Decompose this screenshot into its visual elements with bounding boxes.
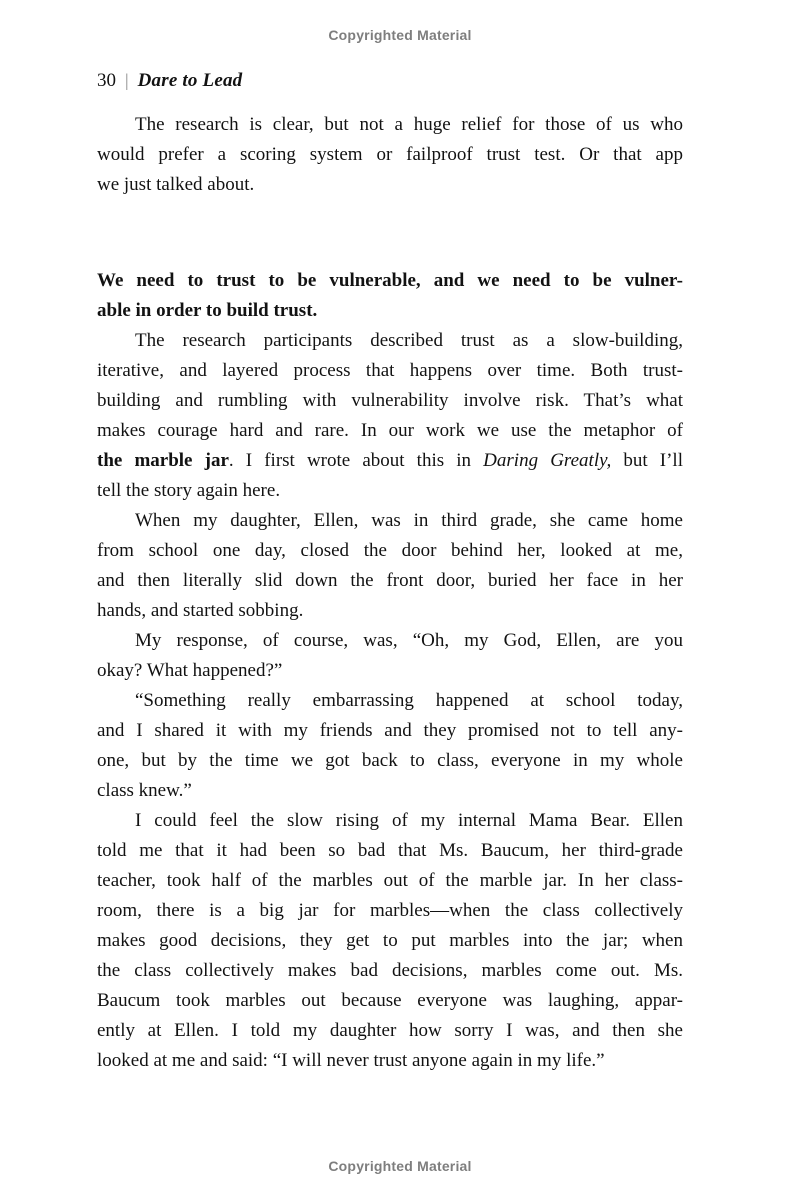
text-line bbox=[97, 686, 683, 716]
text-line bbox=[97, 386, 683, 416]
text-line bbox=[97, 296, 683, 326]
paragraph-mama-bear bbox=[97, 806, 683, 1076]
paragraph-something-embarrassing bbox=[97, 686, 683, 806]
text-line bbox=[97, 896, 683, 926]
body-text: the class collectively makes bad decisions, marbles come out. Ms. bbox=[97, 960, 683, 981]
body-text: building and rumbling with vulnerability involve risk. That’s what bbox=[97, 390, 683, 411]
body-text: and I shared it with my friends and they promised not to tell any- bbox=[97, 720, 683, 741]
text-line bbox=[97, 446, 683, 476]
copyright-notice-bottom: Copyrighted Material bbox=[328, 1158, 472, 1174]
body-text: . I first wrote about this in bbox=[228, 450, 484, 471]
body-text: hands, and started sobbing. bbox=[97, 600, 304, 621]
text-line bbox=[97, 626, 683, 656]
section-heading-trust-vulnerable bbox=[97, 266, 683, 326]
body-text: “Something really embarrassing happened at school today, bbox=[135, 690, 683, 711]
text-line bbox=[97, 866, 683, 896]
body-text: Baucum took marbles out because everyone was laughing, appar- bbox=[97, 990, 683, 1011]
text-line bbox=[97, 776, 683, 806]
text-line bbox=[97, 956, 683, 986]
body-text: My response, of course, was, “Oh, my God, Ellen, are you bbox=[135, 630, 683, 651]
body-text: The research participants described trust as a slow-building, bbox=[135, 330, 683, 351]
text-line bbox=[97, 266, 683, 296]
body-text: from school one day, closed the door behind her, looked at me, bbox=[97, 540, 683, 561]
text-line bbox=[97, 536, 683, 566]
body-text: makes courage hard and rare. In our work we use the metaphor of bbox=[97, 420, 683, 441]
body-text: We need to trust to be vulnerable, and we need to be vulner- bbox=[97, 270, 683, 291]
text-line bbox=[97, 566, 683, 596]
text-line bbox=[97, 110, 683, 140]
text-line bbox=[97, 836, 683, 866]
text-line bbox=[97, 506, 683, 536]
paragraph-research-clear bbox=[97, 110, 683, 200]
body-text: When my daughter, Ellen, was in third grade, she came home bbox=[135, 510, 683, 531]
body-text: and then literally slid down the front door, buried her face in her bbox=[97, 570, 683, 591]
text-line bbox=[97, 356, 683, 386]
italic-text: Daring Greatly, bbox=[483, 450, 612, 471]
text-line bbox=[97, 1016, 683, 1046]
body-text: I could feel the slow rising of my internal Mama Bear. Ellen bbox=[135, 810, 683, 831]
text-line bbox=[97, 746, 683, 776]
paragraph-ellen-third-grade bbox=[97, 506, 683, 626]
body-text: would prefer a scoring system or failproof trust test. Or that app bbox=[97, 144, 683, 165]
text-line bbox=[97, 170, 683, 200]
paragraph-my-response bbox=[97, 626, 683, 686]
body-text: looked at me and said: “I will never trust anyone again in my life.” bbox=[97, 1050, 605, 1071]
body-text: one, but by the time we got back to class, everyone in my whole bbox=[97, 750, 683, 771]
body-text: okay? What happened?” bbox=[97, 660, 283, 681]
text-line bbox=[97, 716, 683, 746]
text-line bbox=[97, 326, 683, 356]
header-separator: | bbox=[125, 70, 129, 90]
body-text: tell the story again here. bbox=[97, 480, 281, 501]
body-text: told me that it had been so bad that Ms. Baucum, her third-grade bbox=[97, 840, 683, 861]
body-text: room, there is a big jar for marbles—when the class collectively bbox=[97, 900, 683, 921]
bold-text: the marble jar bbox=[97, 450, 229, 471]
copyright-notice-top: Copyrighted Material bbox=[328, 27, 472, 43]
body-text: but I’ll bbox=[611, 450, 683, 471]
text-line bbox=[97, 656, 683, 686]
page-header bbox=[97, 70, 242, 92]
text-line bbox=[97, 140, 683, 170]
body-text: we just talked about. bbox=[97, 174, 255, 195]
text-line bbox=[97, 1046, 683, 1076]
body-text: class knew.” bbox=[97, 780, 192, 801]
book-title: Dare to Lead bbox=[137, 70, 243, 91]
text-line bbox=[97, 476, 683, 506]
body-text: The research is clear, but not a huge relief for those of us who bbox=[135, 114, 683, 135]
body-text: teacher, took half of the marbles out of the marble jar. In her class- bbox=[97, 870, 683, 891]
text-block bbox=[97, 110, 683, 1076]
body-text: makes good decisions, they get to put marbles into the jar; when bbox=[97, 930, 683, 951]
text-line bbox=[97, 596, 683, 626]
body-text: ently at Ellen. I told my daughter how sorry I was, and then she bbox=[97, 1020, 683, 1041]
text-line bbox=[97, 806, 683, 836]
page-number: 30 bbox=[97, 70, 116, 91]
body-text: iterative, and layered process that happens over time. Both trust- bbox=[97, 360, 683, 381]
paragraph-marble-jar-intro bbox=[97, 326, 683, 506]
body-text: able in order to build trust. bbox=[97, 300, 318, 321]
text-line bbox=[97, 416, 683, 446]
text-line bbox=[97, 926, 683, 956]
text-line bbox=[97, 986, 683, 1016]
